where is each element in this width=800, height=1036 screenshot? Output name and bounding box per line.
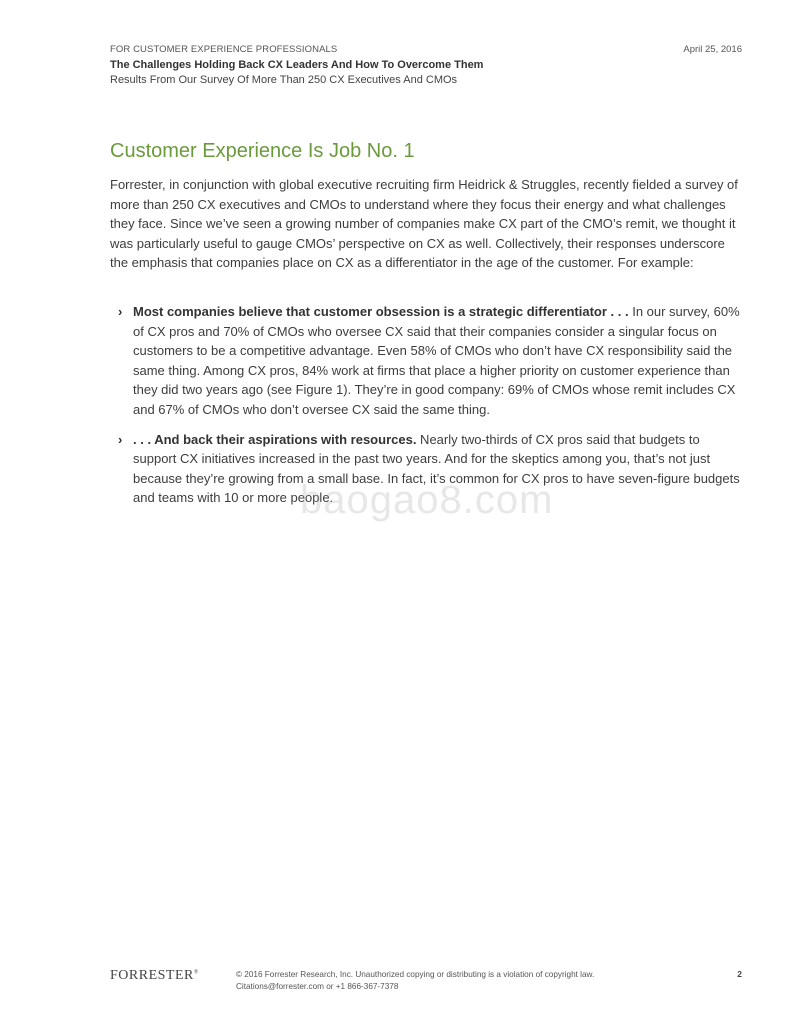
logo-text: FORRESTER [110,968,194,983]
forrester-logo [110,968,199,984]
bullet-lead: Most companies believe that customer obsession is a strategic differentiator . . . [133,304,629,319]
report-subtitle: Results From Our Survey Of More Than 250 CX Executives And CMOs [110,74,458,86]
list-item [118,302,746,420]
bullet-lead: . . . And back their aspirations with resources. [133,431,417,447]
bullet-text: In our survey, 60% of CX pros and 70% of CMOs who oversee CX said that their companies consider a singular focus on customers to be a competitive advantage. Even 58% of CMOs who don’t have CX responsibility said the same thing. Among CX pros, 84% work at firms that place a higher priority on customer experience than they did two years ago (see Figure 1). They’re in good company: 69% of CMOs whose remit includes CX and 67% of CMOs who don’t oversee CX said the same thing. [133,304,740,417]
bullet-text: Nearly two-thirds of CX pros said that budgets to support CX initiatives increased in the past two years. And for the skeptics among you, that’s not just because they’re growing from a small base. In fact, it’s common for CX pros to have seven-figure budgets and teams with 10 or more people. [133,431,740,506]
list-item [118,430,746,508]
copyright-notice: © 2016 Forrester Research, Inc. Unauthorized copying or distributing is a violation of copyright law. [236,970,595,979]
page-header [110,44,630,88]
report-series: FOR CUSTOMER EXPERIENCE PROFESSIONALS [110,44,338,55]
bullet-arrow-icon: › [118,431,123,447]
watermark: baogao8.com [300,478,554,522]
registered-mark: ® [193,969,199,976]
citations-contact: Citations@forrester.com or +1 866-367-7378 [236,982,399,991]
bullet-list [118,302,746,518]
section-heading: Customer Experience Is Job No. 1 [110,140,415,162]
bullet-arrow-icon: › [118,304,123,319]
report-date: April 25, 2016 [683,44,742,55]
report-title: The Challenges Holding Back CX Leaders And How To Overcome Them [110,59,484,71]
intro-paragraph: Forrester, in conjunction with global executive recruiting firm Heidrick & Struggles, recently fielded a survey of more than 250 CX executives and CMOs to understand where they focus their energy and what challenges they face. Since we’ve seen a growing number of companies make CX part of the CMO’s remit, we thought it was particularly useful to gauge CMOs’ perspective on CX as well. Collectively, their responses underscore the emphasis that companies place on CX as a differentiator in the age of the customer. For example: [110,177,738,271]
page-number: 2 [737,969,742,979]
footer-text [236,969,594,993]
